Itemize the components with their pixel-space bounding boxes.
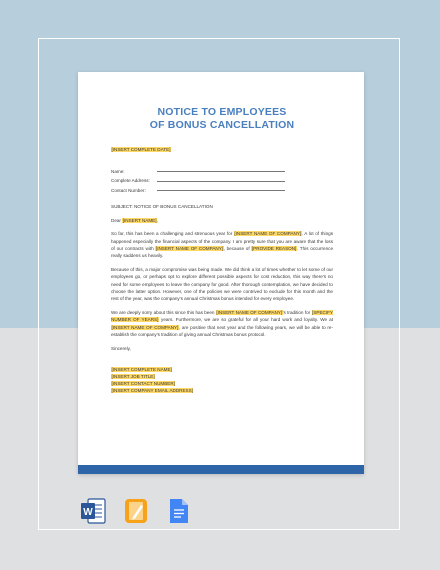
greeting-name-placeholder: [INSERT NAME] [122, 217, 157, 223]
signature-contact: [INSERT CONTACT NUMBER] [111, 381, 175, 387]
field-label: Contact Number: [111, 187, 146, 193]
placeholder: [PROVIDE REASON] [251, 245, 297, 251]
greeting-suffix: , [157, 217, 159, 223]
placeholder: [INSERT NAME OF COMPANY] [111, 324, 179, 330]
paragraph-3 [111, 309, 333, 338]
google-docs-icon[interactable] [166, 497, 192, 525]
text: years. Furthermore, we are so grateful for all your hard work and loyalty. We at [158, 317, 334, 323]
field-label: Complete Address: [111, 178, 150, 184]
date-placeholder: [INSERT COMPLETE DATE] [111, 147, 171, 152]
date-line [111, 146, 333, 153]
field-address [111, 174, 333, 184]
text: We are deeply sorry about this since this has been [111, 310, 216, 316]
paragraph-2: Because of this, a major compromise was being made. We did think a lot of times whether to let some of our employees go, or perhaps opt to explore different possible aspects for cost reduction, this way there's no need for some employees to leave the company for good. After thorough contemplation, we have decided to choose the latter option. However, one of the policies we were contrived to exclude for this month and the rest of the year, was the company's annual Christmas bonus intended for every employee. [111, 267, 333, 302]
text: So far, this has been a challenging and strenuous year for [111, 231, 234, 237]
signature-name: [INSERT COMPLETE NAME] [111, 367, 172, 373]
pages-icon[interactable] [123, 497, 149, 525]
recipient-fields [111, 164, 333, 193]
word-icon-letter: W [83, 507, 93, 518]
field-line [157, 171, 285, 172]
document-content [111, 106, 333, 394]
field-contact [111, 183, 333, 193]
title-line-1: NOTICE TO EMPLOYEES [157, 106, 287, 118]
placeholder: [SPECIFY NUMBER OF YEARS] [111, 310, 333, 323]
field-name [111, 164, 333, 174]
word-icon[interactable] [80, 497, 106, 525]
greeting [111, 217, 333, 224]
closing: Sincerely, [111, 345, 131, 351]
subject-line: SUBJECT: NOTICE OF BONUS CANCELLATION [111, 203, 213, 209]
title-line-2: OF BONUS CANCELLATION [149, 119, 295, 131]
text: . A lot of things happened especially the financial aspects of the company. I am pretty sure that you are aware that the loss of our contracts with [111, 231, 333, 251]
format-icons [80, 497, 192, 525]
page-footer-bar [78, 465, 364, 474]
placeholder: [INSERT NAME OF COMPANY] [155, 245, 224, 251]
field-line [157, 181, 285, 182]
document-page [78, 72, 364, 474]
text: , because of [223, 245, 252, 251]
field-label: Name: [111, 168, 125, 174]
document-title [111, 106, 333, 132]
signature-email: [INSERT COMPANY EMAIL ADDRESS] [111, 388, 193, 394]
signature-block [111, 366, 333, 394]
field-line [157, 190, 285, 191]
placeholder: [INSERT NAME OF COMPANY] [216, 310, 283, 316]
text: . This occurrence really saddens us heavily. [111, 245, 333, 259]
text: 's tradition for [282, 310, 312, 316]
signature-job-title: [INSERT JOB TITLE] [111, 374, 155, 380]
greeting-prefix: Dear [111, 217, 123, 223]
paragraph-1 [111, 230, 333, 259]
placeholder: [INSERT NAME OF COMPANY] [234, 231, 302, 237]
text: , are positive that next year and the following years, we will be able to re-establish the company's tradition of giving annual Christmas bonus protocol. [111, 324, 333, 337]
